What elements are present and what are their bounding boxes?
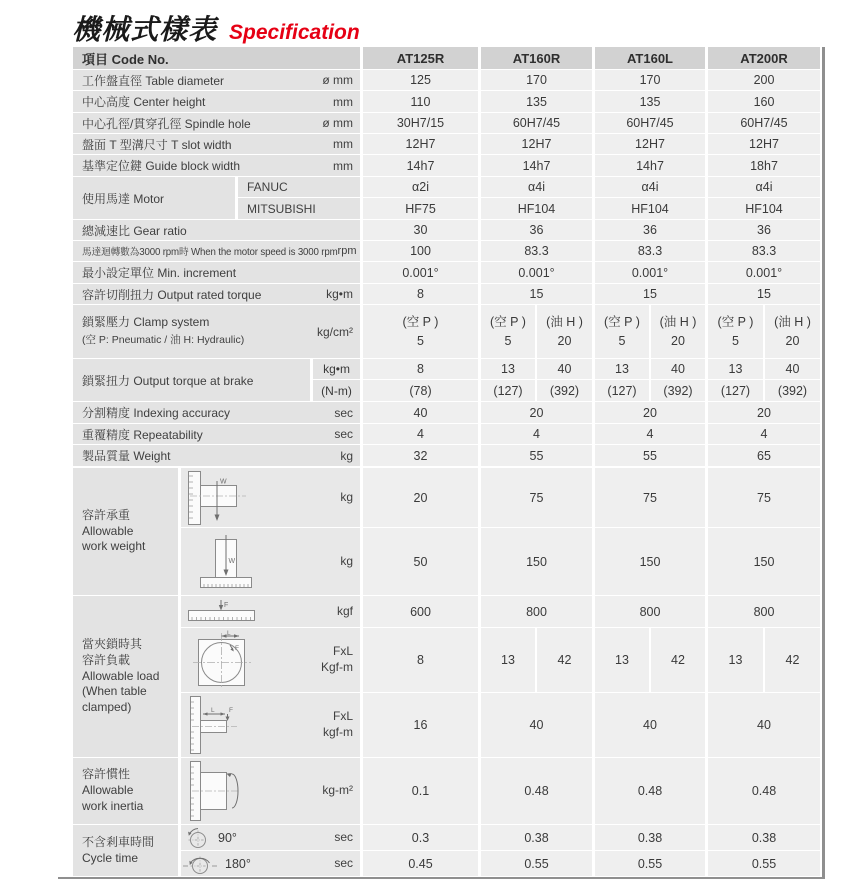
clamp-label-lines xyxy=(73,315,317,349)
value-cell: α4i xyxy=(708,177,820,197)
row-label: 使用馬達 Motor xyxy=(82,191,165,206)
svg-text:W: W xyxy=(228,557,236,565)
row-label: (空 P: Pneumatic / 油 H: Hydraulic) xyxy=(82,334,245,347)
value-cell: 65 xyxy=(708,445,820,466)
value-line: 5 xyxy=(732,333,739,348)
row-unit: mm xyxy=(333,137,353,151)
rotate-90-icon xyxy=(185,826,211,850)
value-line: 5 xyxy=(417,333,424,348)
value-line: (空 P ) xyxy=(402,315,439,330)
section-label-line: work weight xyxy=(82,539,146,554)
value-cell: 800 xyxy=(481,596,592,627)
value-cell: 0.001° xyxy=(595,262,705,283)
value-cell: 75 xyxy=(481,468,592,527)
value-cell: 55 xyxy=(481,445,592,466)
value-cell: HF104 xyxy=(708,198,820,219)
value-cell: 15 xyxy=(481,284,592,304)
value-cell xyxy=(651,305,705,358)
value-cell: 13 xyxy=(481,628,535,692)
diagram-cell xyxy=(181,596,360,627)
value-cell: 100 xyxy=(363,241,478,261)
value-cell: (392) xyxy=(651,380,705,401)
section-label-line: 容許負載 xyxy=(82,652,131,667)
row-label: 總減速比 Gear ratio xyxy=(82,223,187,238)
value-cell: 13 xyxy=(708,359,763,379)
svg-text:L: L xyxy=(211,707,215,714)
row-label: 基準定位鍵 Guide block width xyxy=(82,159,241,173)
value-cell: 0.38 xyxy=(481,825,592,850)
value-cell: 0.3 xyxy=(363,825,478,850)
value-cell: 135 xyxy=(481,91,592,112)
value-line: 20 xyxy=(557,333,572,348)
value-cell: 12H7 xyxy=(363,134,478,154)
unit-line: kg-m² xyxy=(322,783,353,798)
label-motor xyxy=(73,177,235,219)
row-unit: kg•m xyxy=(326,287,353,301)
label-min_increment xyxy=(73,262,360,283)
label-brake xyxy=(73,359,310,401)
side-moment-icon xyxy=(189,695,239,755)
svg-text:F: F xyxy=(224,601,229,609)
row-unit: mm xyxy=(333,94,353,109)
unit-line: kg xyxy=(340,553,353,568)
value-cell: 0.1 xyxy=(363,758,478,824)
value-cell: 30 xyxy=(363,220,478,240)
unit-line: kgf-m xyxy=(323,725,353,739)
value-cell: 13 xyxy=(481,359,535,379)
radial-moment-icon xyxy=(193,630,251,690)
value-line: (油 H ) xyxy=(774,315,811,330)
row-unit xyxy=(322,783,353,799)
value-cell xyxy=(765,305,820,358)
label-clamp xyxy=(73,305,360,358)
value-cell: (392) xyxy=(537,380,592,401)
section-label-line: 容許承重 xyxy=(82,507,131,522)
row-unit xyxy=(337,604,353,620)
table-right-border xyxy=(822,47,825,879)
value-cell: 75 xyxy=(708,468,820,527)
value-cell: 0.38 xyxy=(595,825,705,850)
diagram-cell xyxy=(181,825,360,850)
value-cell: 0.45 xyxy=(363,851,478,876)
brake-unit-cell: (N-m) xyxy=(313,380,360,401)
unit-line: FxL xyxy=(332,709,353,724)
value-cell: 60H7/45 xyxy=(481,113,592,133)
value-cell: 13 xyxy=(595,628,649,692)
brake-unit-cell: kg•m xyxy=(313,359,360,379)
column-header: AT125R xyxy=(363,47,478,69)
row-unit xyxy=(321,644,353,675)
section-label-line: 容許慣性 xyxy=(82,767,131,782)
value-cell: 40 xyxy=(708,693,820,757)
section-label-line: clamped) xyxy=(82,700,132,715)
value-cell: 4 xyxy=(708,424,820,444)
value-cell: 170 xyxy=(481,70,592,90)
svg-text:W: W xyxy=(220,478,227,485)
value-cell: 125 xyxy=(363,70,478,90)
label-spindle_hole xyxy=(73,113,360,133)
column-header: AT200R xyxy=(708,47,820,69)
value-cell: 0.001° xyxy=(481,262,592,283)
value-cell: 0.55 xyxy=(481,851,592,876)
value-cell: 83.3 xyxy=(595,241,705,261)
value-cell: 150 xyxy=(708,528,820,595)
section-label-line: Allowable load xyxy=(82,668,160,683)
label-t_slot xyxy=(73,134,360,154)
value-cell: 800 xyxy=(595,596,705,627)
value-cell: 36 xyxy=(481,220,592,240)
value-cell: 8 xyxy=(363,628,478,692)
svg-text:L: L xyxy=(227,630,231,637)
value-cell: α2i xyxy=(363,177,478,197)
label-cycle_time xyxy=(73,825,178,876)
section-label-line: 當夾鎖時其 xyxy=(82,636,143,651)
label-work_weight xyxy=(73,468,178,595)
row-unit xyxy=(334,856,353,872)
value-cell: HF104 xyxy=(595,198,705,219)
value-cell: 42 xyxy=(537,628,592,692)
value-line: (空 P ) xyxy=(490,315,526,330)
rotation-angle-label: 180° xyxy=(225,856,251,871)
diagram-cell xyxy=(181,693,360,757)
row-label: 鎖緊壓力 Clamp system xyxy=(82,314,210,329)
header-label-cell: 項目 Code No. xyxy=(73,47,360,69)
value-cell: 36 xyxy=(595,220,705,240)
value-cell: 0.001° xyxy=(363,262,478,283)
value-cell: 150 xyxy=(481,528,592,595)
value-line: 5 xyxy=(618,333,626,348)
value-cell: 60H7/45 xyxy=(708,113,820,133)
value-cell: 4 xyxy=(595,424,705,444)
row-unit: sec xyxy=(334,405,353,420)
value-cell: 14h7 xyxy=(363,155,478,176)
value-line: (空 P ) xyxy=(717,315,754,330)
title-english: Specification xyxy=(229,21,360,44)
value-cell: 600 xyxy=(363,596,478,627)
value-cell: 12H7 xyxy=(708,134,820,154)
diagram-cell xyxy=(181,851,360,876)
work-weight-horizontal-icon xyxy=(187,470,249,526)
value-cell: 4 xyxy=(481,424,592,444)
column-header: AT160R xyxy=(481,47,592,69)
diagram-cell xyxy=(181,468,360,527)
value-cell: 14h7 xyxy=(595,155,705,176)
value-cell: 16 xyxy=(363,693,478,757)
value-cell: 0.38 xyxy=(708,825,820,850)
inertia-icon xyxy=(189,760,245,822)
value-cell: 20 xyxy=(708,402,820,423)
value-cell: 55 xyxy=(595,445,705,466)
value-cell: (392) xyxy=(765,380,820,401)
value-cell: 42 xyxy=(765,628,820,692)
value-cell: 40 xyxy=(363,402,478,423)
value-cell: 18h7 xyxy=(708,155,820,176)
value-cell xyxy=(363,305,478,358)
value-cell xyxy=(537,305,592,358)
title-chinese: 機械式樣表 xyxy=(72,14,218,45)
value-line: (油 H ) xyxy=(659,315,697,330)
value-cell: 60H7/45 xyxy=(595,113,705,133)
value-cell: 160 xyxy=(708,91,820,112)
value-cell: (127) xyxy=(708,380,763,401)
value-cell: 40 xyxy=(537,359,592,379)
row-unit xyxy=(334,830,353,846)
axial-force-icon xyxy=(187,599,259,625)
row-label: 重覆精度 Repeatability xyxy=(82,427,203,442)
value-cell: 170 xyxy=(595,70,705,90)
value-line: 5 xyxy=(504,333,512,348)
label-indexing xyxy=(73,402,360,423)
motor-brand-cell: FANUC xyxy=(238,177,360,197)
value-cell: 15 xyxy=(595,284,705,304)
label-rated_torque xyxy=(73,284,360,304)
value-cell: 0.55 xyxy=(708,851,820,876)
value-cell: 20 xyxy=(363,468,478,527)
value-cell: 0.48 xyxy=(595,758,705,824)
row-unit xyxy=(340,490,353,506)
label-allowable_load xyxy=(73,596,178,757)
value-cell: 50 xyxy=(363,528,478,595)
table-bottom-border xyxy=(58,877,824,879)
value-cell: 14h7 xyxy=(481,155,592,176)
value-cell: 30H7/15 xyxy=(363,113,478,133)
value-cell: 110 xyxy=(363,91,478,112)
value-cell: α4i xyxy=(595,177,705,197)
diagram-cell xyxy=(181,758,360,824)
section-label-line: Allowable xyxy=(82,783,134,798)
value-cell: 40 xyxy=(481,693,592,757)
svg-text:F: F xyxy=(235,645,239,652)
value-line: (空 P ) xyxy=(604,315,640,330)
section-label-line: (When table xyxy=(82,684,147,699)
value-cell: (78) xyxy=(363,380,478,401)
spec-table xyxy=(73,47,824,880)
value-cell xyxy=(595,305,649,358)
row-unit xyxy=(323,709,353,740)
value-cell: 40 xyxy=(595,693,705,757)
value-cell xyxy=(481,305,535,358)
value-cell: (127) xyxy=(481,380,535,401)
row-label: 鎖緊扭力 Output torque at brake xyxy=(82,373,254,388)
label-inertia xyxy=(73,758,178,824)
value-cell: 0.48 xyxy=(708,758,820,824)
value-cell: 200 xyxy=(708,70,820,90)
label-gear_ratio xyxy=(73,220,360,240)
value-cell: 0.55 xyxy=(595,851,705,876)
row-unit: ø mm xyxy=(322,73,353,87)
row-unit: kg/cm² xyxy=(317,324,353,339)
value-cell: 800 xyxy=(708,596,820,627)
label-weight xyxy=(73,445,360,466)
value-cell xyxy=(708,305,763,358)
value-cell: HF75 xyxy=(363,198,478,219)
value-line: 20 xyxy=(671,333,685,348)
label-guide_block xyxy=(73,155,360,176)
value-cell: α4i xyxy=(481,177,592,197)
row-unit: sec xyxy=(334,427,353,441)
label-repeatability xyxy=(73,424,360,444)
value-cell: 83.3 xyxy=(708,241,820,261)
unit-line: kg xyxy=(340,489,353,504)
value-cell: 13 xyxy=(708,628,763,692)
column-header: AT160L xyxy=(595,47,705,69)
diagram-cell xyxy=(181,528,360,595)
row-label: 中心孔徑/貫穿孔徑 Spindle hole xyxy=(82,116,251,131)
rotate-180-icon xyxy=(182,852,218,876)
row-label: 工作盤直徑 Table diameter xyxy=(82,73,225,88)
value-cell: 40 xyxy=(651,359,705,379)
value-cell: 4 xyxy=(363,424,478,444)
value-line: 20 xyxy=(785,333,800,348)
value-line: (油 H ) xyxy=(546,315,583,330)
value-cell: HF104 xyxy=(481,198,592,219)
row-unit: kg xyxy=(340,448,353,463)
value-cell: 20 xyxy=(595,402,705,423)
rotation-angle-label: 90° xyxy=(218,830,237,845)
value-cell: 150 xyxy=(595,528,705,595)
value-cell: 12H7 xyxy=(595,134,705,154)
value-cell: 75 xyxy=(595,468,705,527)
value-cell: 13 xyxy=(595,359,649,379)
value-cell: 40 xyxy=(765,359,820,379)
value-cell: 20 xyxy=(481,402,592,423)
value-cell: 0.48 xyxy=(481,758,592,824)
page-title xyxy=(72,8,360,48)
row-unit xyxy=(340,554,353,570)
unit-line: FxL xyxy=(332,644,353,659)
value-cell: 12H7 xyxy=(481,134,592,154)
row-label: 最小設定單位 Min. increment xyxy=(82,266,237,280)
section-label-line: Allowable xyxy=(82,523,134,538)
row-unit: ø mm xyxy=(322,116,353,130)
value-cell: 8 xyxy=(363,284,478,304)
row-unit: mm xyxy=(333,158,353,173)
section-label-line: 不含剎車時間 xyxy=(82,834,155,849)
label-motor_speed xyxy=(73,241,360,261)
value-cell: (127) xyxy=(595,380,649,401)
svg-text:F: F xyxy=(229,707,233,714)
value-cell: 8 xyxy=(363,359,478,379)
diagram-cell xyxy=(181,628,360,692)
row-unit: rpm xyxy=(337,245,357,257)
row-label: 分割精度 Indexing accuracy xyxy=(82,406,231,420)
unit-line: sec xyxy=(334,829,353,844)
value-cell: 83.3 xyxy=(481,241,592,261)
row-label: 馬達迴轉數為3000 rpm時 When the motor speed is 3000 rpm xyxy=(82,247,338,258)
section-label-line: Cycle time xyxy=(82,850,139,865)
row-label: 盤面 T 型溝尺寸 T slot width xyxy=(82,137,232,152)
value-cell: 32 xyxy=(363,445,478,466)
unit-line: kgf xyxy=(336,603,353,618)
value-cell: 15 xyxy=(708,284,820,304)
value-cell: 36 xyxy=(708,220,820,240)
row-label: 製品質量 Weight xyxy=(82,449,171,463)
label-center_height xyxy=(73,91,360,112)
row-label: 容許切削扭力 Output rated torque xyxy=(82,287,262,302)
work-weight-vertical-icon xyxy=(197,535,255,589)
row-label: 中心高度 Center height xyxy=(82,95,206,109)
value-cell: 135 xyxy=(595,91,705,112)
value-cell: 42 xyxy=(651,628,705,692)
label-table_diameter xyxy=(73,70,360,90)
value-cell: 0.001° xyxy=(708,262,820,283)
section-label-line: work inertia xyxy=(82,798,144,813)
motor-brand-cell: MITSUBISHI xyxy=(238,198,360,219)
unit-line: Kgf-m xyxy=(320,660,353,674)
unit-line: sec xyxy=(334,855,353,870)
